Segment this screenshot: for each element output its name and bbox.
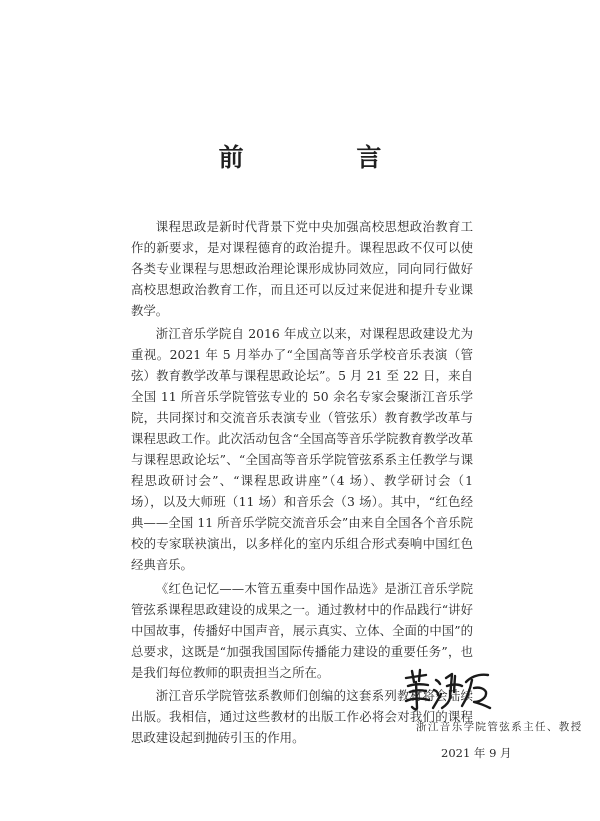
paragraph: 课程思政是新时代背景下党中央加强高校思想政治教育工作的新要求，是对课程德育的政治提升。课程思政不仅可以使各类专业课程与思想政治理论课形成协同效应，同向同行做好高校思想政治教育工作，而且还可以反过来促进和提升专业课教学。 [131,219,473,318]
page-title: 前 言 [218,143,434,172]
paragraph: 《红色记忆——木管五重奏中国作品选》是浙江音乐学院管弦系课程思政建设的成果之一。通过教材中的作品践行“讲好中国故事，传播好中国声音，展示真实、立体、全面的中国”的总要求，这既是“加强我国国际传播能力建设的重要任务”，也是我们每位教师的职责担当之所在。 [131,580,473,680]
date: 2021 年 9 月 [441,746,512,760]
paragraph: 浙江音乐学院自 2016 年成立以来，对课程思政建设尤为重视。2021 年 5 月举办了“全国高等音乐学校音乐表演（管弦）教育教学改革与课程思政论坛”。5 月 21 至 22 日，来自全国 11 所音乐学院管弦专业的 50 余名专家会聚浙江音乐学院，共同探讨和交流音乐表演专业（管弦乐）教育教学改革与课程思政工作。此次活动包含“全国高等音乐学院教育教学改革与课程思政论坛”、“全国高等音乐学院管弦系系主任教学与课程思政研讨会”、“课程思政讲座”（4 场）、教学研讨会（1 场），以及大师班（11 场）和音乐会（3 场）。其中，“红色经典——全国 11 所音乐学院交流音乐会”由来自全国各个音乐院校的专家联袂演出，以多样化的室内乐组合形式奏响中国红色经典音乐。 [131,326,473,573]
handwritten-signature [400,668,492,714]
paragraph: 浙江音乐学院管弦系教师们创编的这套系列教材将会陆续出版。我相信，通过这些教材的出版工作必将会对我们的课程思政建设起到抛砖引玉的作用。 [131,688,473,746]
author-affiliation: 浙江音乐学院管弦系主任、教授 [416,721,583,733]
